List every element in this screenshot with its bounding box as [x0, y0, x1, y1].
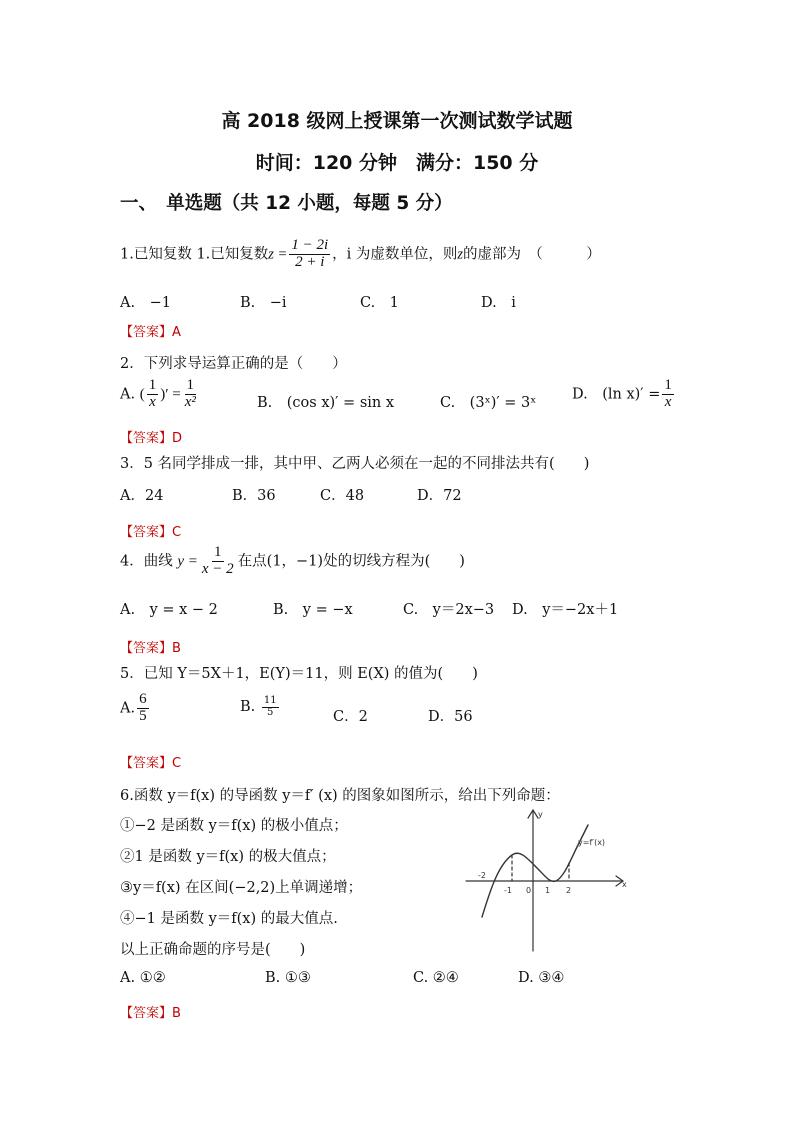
question-3-stem: 3．5 名同学排成一排，其中甲、乙两人必须在一起的不同排法共有( )	[120, 456, 590, 472]
q3-answer: 【答案】C	[120, 525, 182, 540]
q1-answer: 【答案】A	[120, 325, 181, 340]
q6-option-c: C. ②④	[413, 970, 459, 986]
q3-option-a: A．24	[120, 488, 164, 504]
q4-option-a: A. y = x − 2	[120, 602, 218, 618]
q6-item-2: ②1 是函数 y＝f(x) 的极大值点；	[120, 849, 336, 865]
q5-option-d: D．56	[428, 709, 473, 725]
q2-option-c: C. (3ˣ)′ = 3ˣ	[440, 395, 537, 411]
q6-answer: 【答案】B	[120, 1006, 181, 1021]
q6-prompt: 以上正确命题的序号是( )	[120, 942, 306, 958]
q6-option-a: A. ①②	[120, 970, 166, 986]
q2-answer: 【答案】D	[120, 431, 183, 446]
q6-item-1: ①−2 是函数 y＝f(x) 的极小值点；	[120, 818, 348, 834]
q2-option-b: B. (cos x)′ = sin x	[257, 395, 395, 411]
q6-option-d: D. ③④	[518, 970, 565, 986]
q2-option-d: D. (ln x)′ = $\frac{1}{x}$	[572, 377, 672, 410]
graph-tick-0: 0	[526, 886, 532, 895]
q1-option-d: D. i	[481, 295, 516, 311]
q4-answer: 【答案】B	[120, 641, 181, 656]
q5-option-b: B. $\frac{11}{5}$	[240, 695, 277, 718]
q4-option-c: C. y＝2x−3	[403, 602, 495, 618]
question-2-stem: 2．下列求导运算正确的是（ ）	[120, 356, 347, 372]
graph-y-label: y	[538, 810, 543, 819]
page-title: 高 2018 级网上授课第一次测试数学试题	[221, 110, 573, 132]
q6-item-4: ④−1 是函数 y＝f(x) 的最大值点.	[120, 911, 338, 927]
question-6-stem: 6.函数 y＝f(x) 的导函数 y＝f′ (x) 的图象如图所示，给出下列命题：	[120, 788, 560, 804]
q4-option-b: B. y = −x	[273, 602, 353, 618]
q1-option-a: A. −1	[120, 295, 171, 311]
q2-option-a: A. ( $\frac{1}{x}$ )′ = $\frac{1}{\text{x²}}$	[120, 377, 196, 410]
graph-curve	[482, 825, 588, 917]
page-subtitle: 时间：120 分钟 满分：150 分	[255, 152, 539, 174]
graph-curve-label: y=f′(x)	[578, 838, 606, 847]
graph-tick-2: 2	[566, 886, 572, 895]
q6-item-3: ③y＝f(x) 在区间(−2,2)上单调递增；	[120, 880, 363, 896]
q1-option-c: C. 1	[360, 295, 399, 311]
q5-option-c: C．2	[333, 709, 368, 725]
question-5-stem: 5．已知 Y＝5X＋1，E(Y)＝11，则 E(X) 的值为( )	[120, 666, 478, 682]
q1-option-b: B. −i	[240, 295, 287, 311]
derivative-graph	[460, 805, 640, 955]
q5-option-a: A. $\frac{6}{5}$	[120, 691, 147, 724]
graph-tick-neg2: -2	[478, 871, 486, 880]
graph-tick-neg1: -1	[504, 886, 512, 895]
q4-option-d: D. y＝−2x＋1	[512, 602, 619, 618]
q6-option-b: B. ①③	[265, 970, 311, 986]
q5-answer: 【答案】C	[120, 756, 182, 771]
graph-tick-1: 1	[545, 886, 551, 895]
q3-option-c: C．48	[320, 488, 365, 504]
q3-option-d: D．72	[417, 488, 462, 504]
question-4-stem: 4．曲线 y = $\frac{1}{x - 2}$ 在点(1，−1)处的切线方程为( )	[120, 544, 465, 577]
q3-option-b: B．36	[232, 488, 276, 504]
graph-x-label: x	[622, 880, 627, 889]
question-1-stem: 1.已知复数 1.已知复数z = $\frac{1 - 2i}{2 + i}$ ，i 为虚数单位，则z的虚部为 （ ）	[120, 237, 601, 270]
section-heading: 一、 单选题（共 12 小题，每题 5 分）	[120, 193, 453, 214]
